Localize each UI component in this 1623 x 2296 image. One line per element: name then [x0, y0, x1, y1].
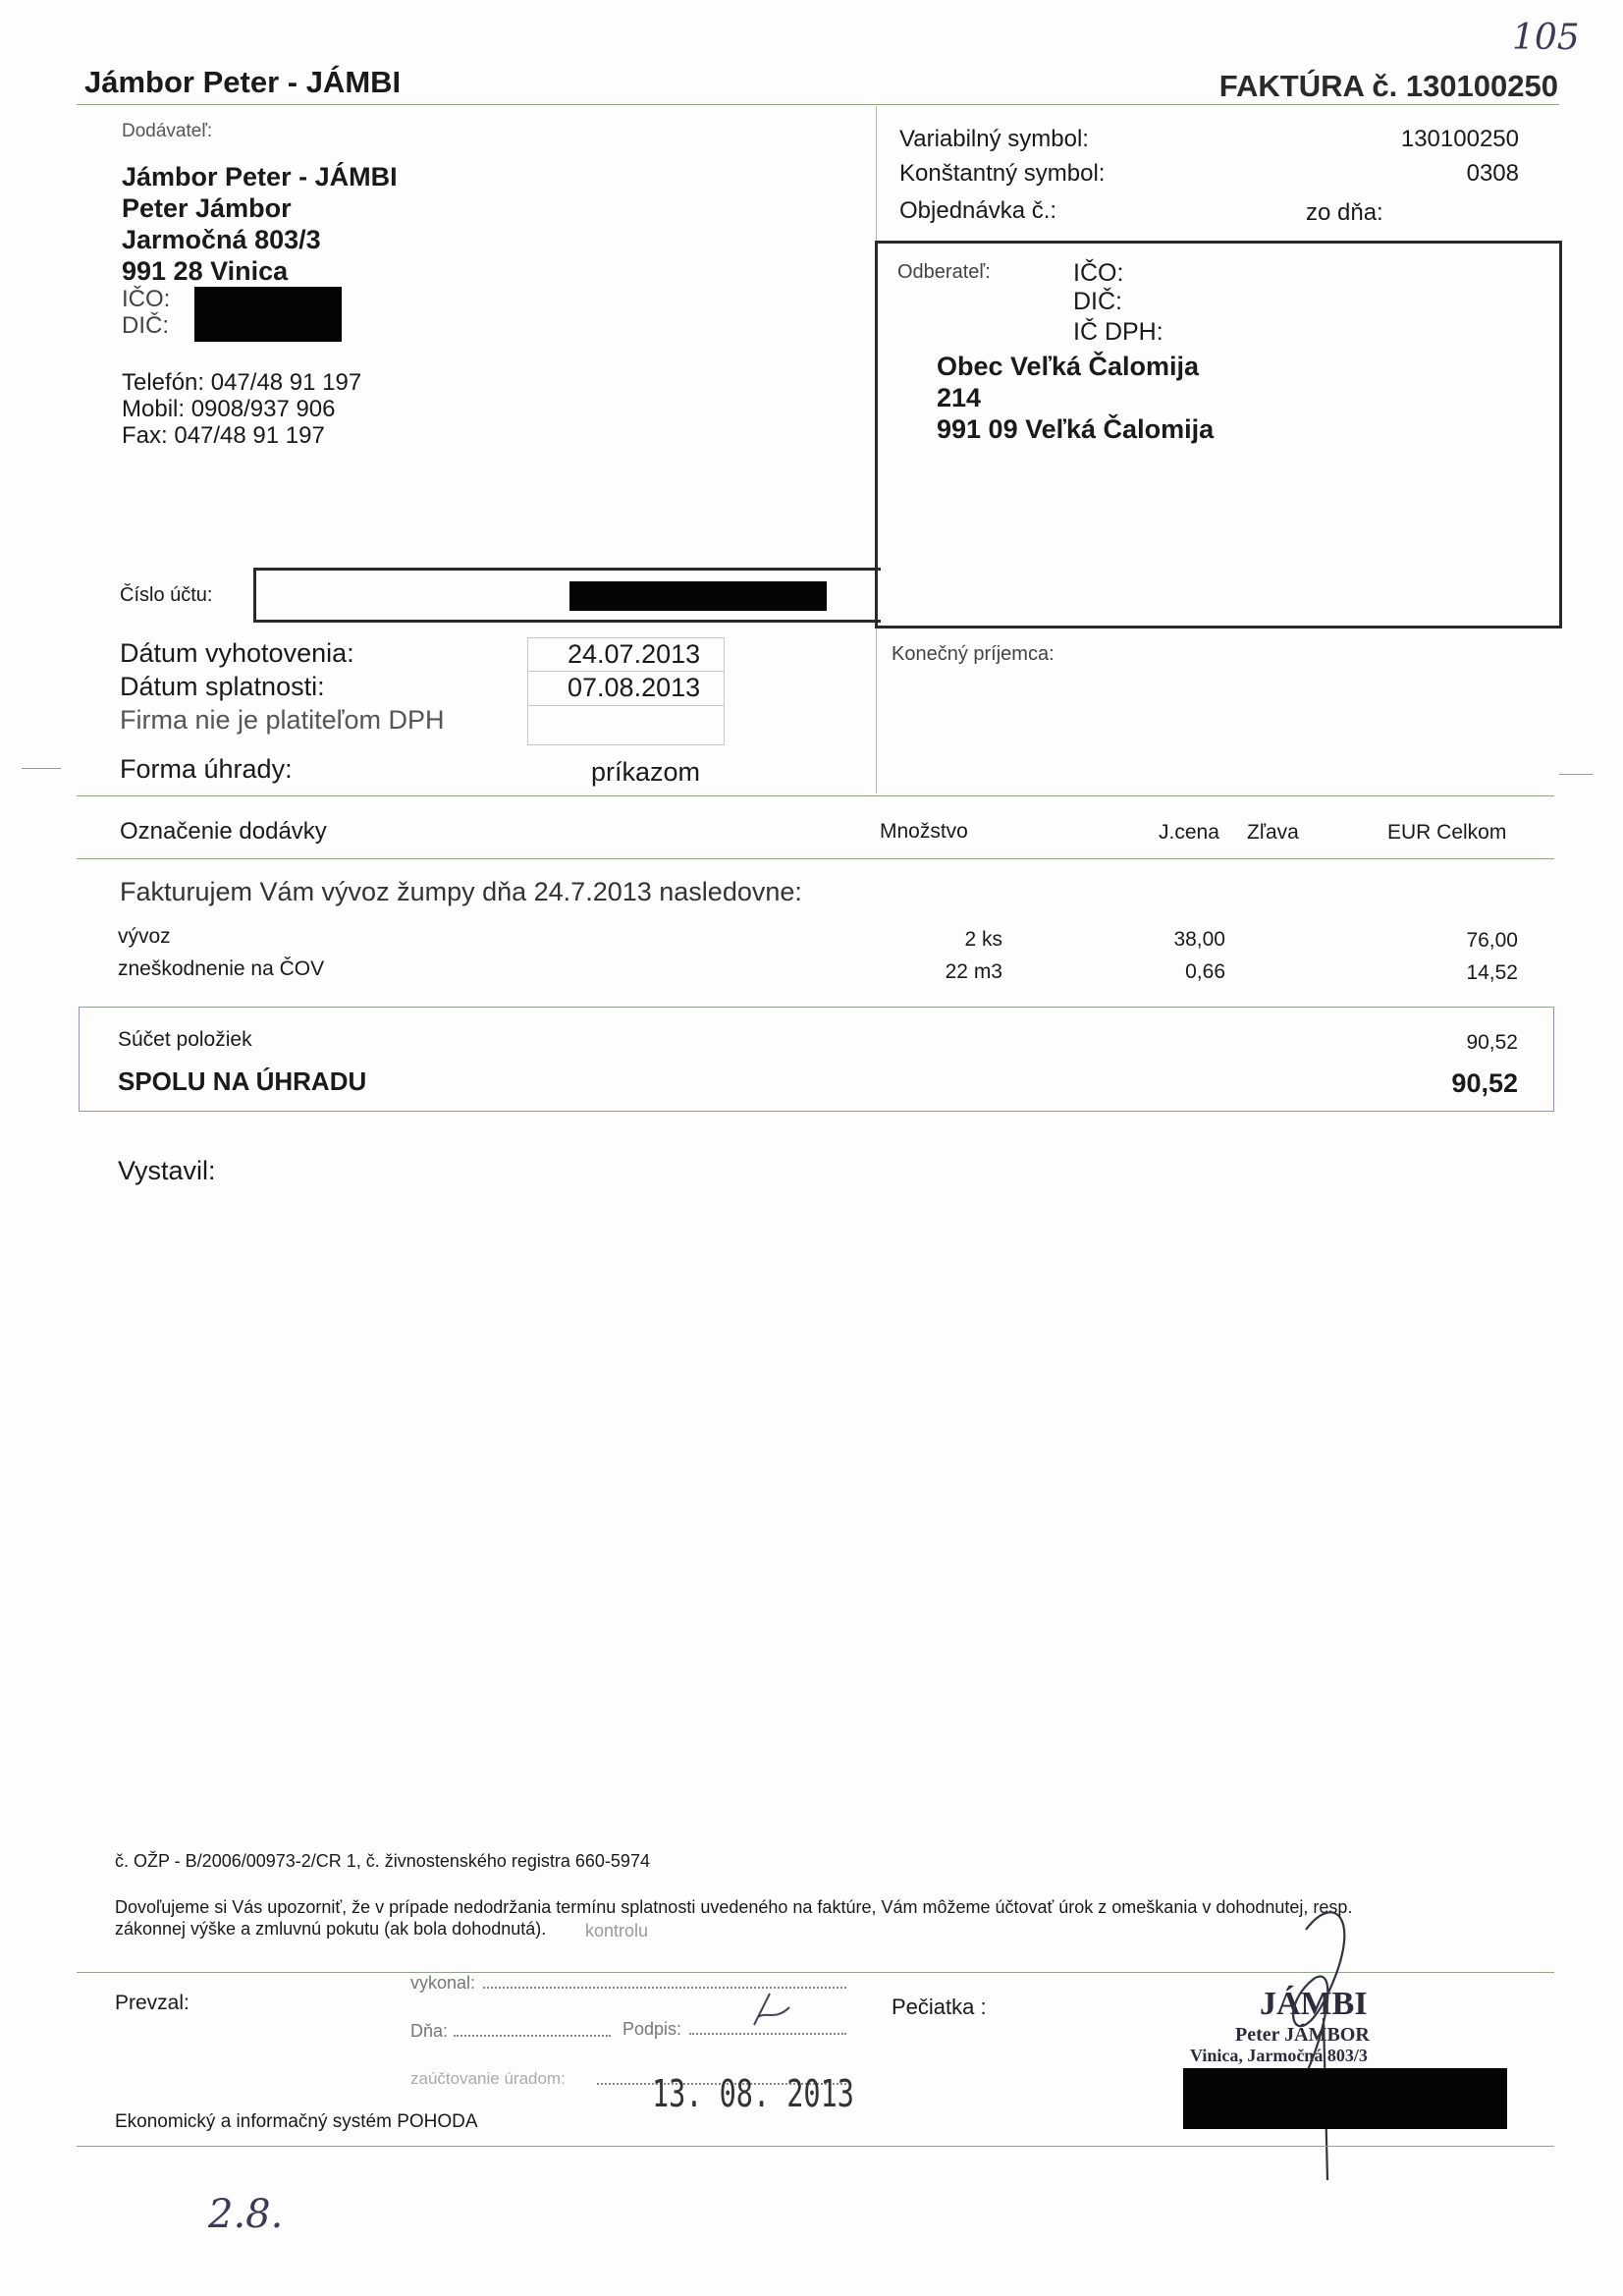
registration-note: č. OŽP - B/2006/00973-2/CR 1, č. živnostenského registra 660-5974 — [115, 1851, 650, 1871]
control-signature-label: Podpis: — [622, 2019, 682, 2039]
redacted-ico-dic — [194, 287, 342, 342]
handwritten-number: 105 — [1512, 18, 1580, 58]
date-box-divider-2 — [527, 705, 724, 706]
order-label: Objednávka č.: — [899, 197, 1057, 224]
table-row-2-description: zneškodnenie na ČOV — [118, 957, 325, 980]
supplier-dic-label: DIČ: — [122, 312, 169, 339]
due-date-value: 07.08.2013 — [568, 673, 701, 702]
handwritten-note: 2.8. — [208, 2192, 284, 2237]
column-header-discount: Zľava — [1247, 821, 1299, 844]
supplier-name: Jámbor Peter - JÁMBI — [122, 162, 398, 191]
vat-note: Firma nie je platiteľom DPH — [120, 705, 445, 735]
company-heading: Jámbor Peter - JÁMBI — [84, 65, 402, 99]
payment-notice-line-1: Dovoľujeme si Vás upozorniť, že v prípade nedodržania termínu splatnosti uvedeného na faktúre, Vám môžeme účtovať úrok z omeškania v dohodnutej, resp. — [115, 1897, 1353, 1917]
software-note: Ekonomický a informačný systém POHODA — [115, 2111, 478, 2132]
invoice-intro: Fakturujem Vám vývoz žumpy dňa 24.7.2013 nasledovne: — [120, 877, 802, 906]
supplier-phone: Telefón: 047/48 91 197 — [122, 369, 362, 396]
right-margin-tick — [1559, 774, 1593, 775]
order-date-label: zo dňa: — [1306, 199, 1383, 226]
customer-number: 214 — [937, 383, 982, 412]
customer-ico-label: IČO: — [1073, 259, 1124, 287]
table-header-bottom-rule — [77, 858, 1554, 859]
control-day-label: Dňa: — [410, 2021, 449, 2041]
table-header-top-rule — [77, 795, 1554, 796]
table-row-2-quantity: 22 m3 — [945, 960, 1002, 983]
redacted-stamp-details — [1183, 2068, 1507, 2129]
supplier-street: Jarmočná 803/3 — [122, 225, 321, 254]
items-sum-label: Súčet položiek — [118, 1028, 252, 1051]
header-rule — [77, 104, 1559, 105]
date-box-divider-1 — [527, 671, 724, 672]
supplier-label: Dodávateľ: — [122, 121, 213, 141]
invoice-title: FAKTÚRA č. 130100250 — [1218, 69, 1558, 103]
table-row-1-unit-price: 38,00 — [1173, 928, 1225, 951]
supplier-person: Peter Jámbor — [122, 193, 292, 223]
issue-date-label: Dátum vyhotovenia: — [120, 638, 354, 668]
variable-symbol-label: Variabilný symbol: — [899, 126, 1089, 152]
control-done-label: vykonal: — [410, 1973, 476, 1993]
company-stamp-line-1: JÁMBI — [1260, 1986, 1368, 2022]
final-recipient-label: Konečný príjemca: — [892, 643, 1055, 665]
customer-dic-label: DIČ: — [1073, 288, 1122, 315]
due-date-label: Dátum splatnosti: — [120, 672, 325, 701]
supplier-fax: Fax: 047/48 91 197 — [122, 422, 325, 449]
total-to-pay-value: 90,52 — [1451, 1068, 1518, 1098]
received-by-label: Prevzal: — [115, 1992, 189, 2014]
total-to-pay-label: SPOLU NA ÚHRADU — [118, 1066, 367, 1096]
control-day-dots — [454, 2035, 611, 2037]
column-header-quantity: Množstvo — [880, 820, 968, 843]
issued-by-label: Vystavil: — [118, 1156, 216, 1185]
supplier-ico-label: IČO: — [122, 286, 171, 312]
column-header-total: EUR Celkom — [1387, 821, 1507, 844]
constant-symbol-value: 0308 — [1466, 160, 1519, 187]
table-row-1-quantity: 2 ks — [964, 928, 1002, 951]
signature-scribble — [1257, 1900, 1394, 2195]
account-label: Číslo účtu: — [120, 584, 213, 606]
table-row-2-unit-price: 0,66 — [1185, 960, 1225, 983]
company-stamp-line-2: Peter JÁMBOR — [1235, 2024, 1370, 2046]
footer-rule-bottom — [77, 2146, 1554, 2147]
issue-date-value: 24.07.2013 — [568, 639, 701, 669]
items-sum-value: 90,52 — [1466, 1031, 1518, 1054]
left-margin-tick — [22, 768, 61, 769]
payment-notice-line-2: zákonnej výške a zmluvnú pokutu (ak bola dohodnutá). — [115, 1919, 547, 1939]
supplier-city: 991 28 Vinica — [122, 256, 289, 286]
control-stamp-date: 13. 08. 2013 — [652, 2072, 854, 2115]
column-header-description: Označenie dodávky — [120, 818, 327, 845]
control-signature-scribble — [742, 1986, 801, 2035]
customer-name: Obec Veľká Čalomija — [937, 352, 1200, 381]
payment-method-value: príkazom — [591, 757, 701, 787]
payment-method-label: Forma úhrady: — [120, 754, 293, 784]
supplier-mobile: Mobil: 0908/937 906 — [122, 396, 336, 422]
table-row-2-total: 14,52 — [1466, 961, 1518, 984]
control-word: kontrolu — [585, 1921, 649, 1941]
customer-icdph-label: IČ DPH: — [1073, 318, 1163, 346]
variable-symbol-value: 130100250 — [1400, 126, 1519, 152]
table-row-1-description: vývoz — [118, 925, 171, 948]
customer-label: Odberateľ: — [897, 261, 991, 283]
constant-symbol-label: Konštantný symbol: — [899, 160, 1106, 187]
table-row-1-total: 76,00 — [1466, 929, 1518, 952]
company-stamp-line-3: Vinica, Jarmočná 803/3 — [1190, 2046, 1368, 2065]
stamp-label: Pečiatka : — [892, 1995, 987, 2019]
customer-city: 991 09 Veľká Čalomija — [937, 414, 1215, 444]
column-header-unit-price: J.cena — [1159, 821, 1219, 844]
redacted-account-number — [569, 581, 827, 611]
control-office-label: zaúčtovanie úradom: — [410, 2069, 566, 2088]
